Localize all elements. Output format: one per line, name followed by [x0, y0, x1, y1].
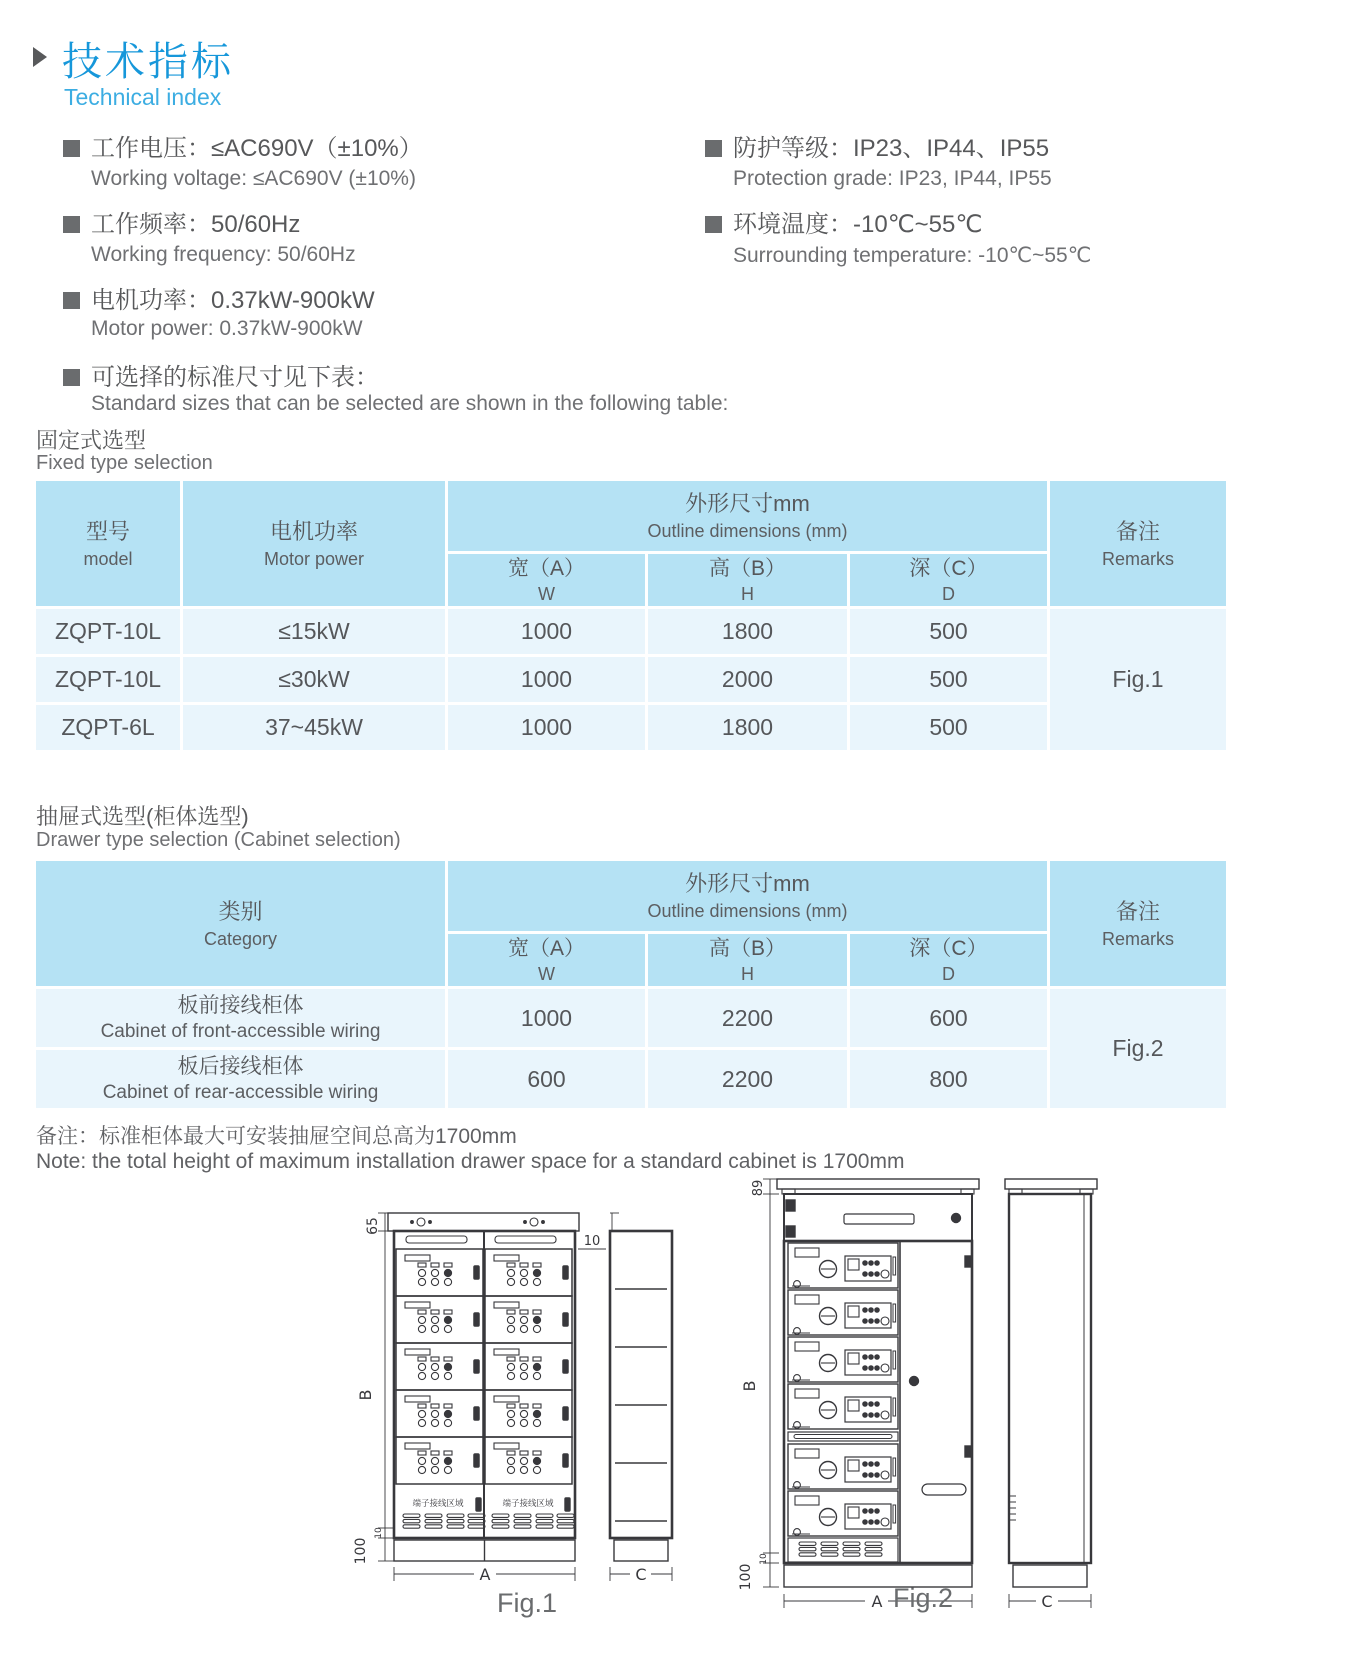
col-header-width	[448, 934, 645, 986]
dim-65: 65	[365, 1217, 381, 1235]
header-text-en: H	[741, 583, 754, 604]
cell-model: ZQPT-10L	[36, 657, 180, 702]
spec-text: 环境温度：-10℃~55℃	[733, 211, 983, 238]
col-header-depth	[850, 554, 1047, 606]
header-text-cn: 型号	[85, 518, 130, 544]
spec-text: 电机功率：0.37kW-900kW	[91, 287, 375, 314]
dim-89: 89	[751, 1179, 766, 1197]
spec-table-intro-en: Standard sizes that can be selected are shown in the following table:	[91, 392, 729, 415]
col-header-height	[648, 934, 847, 986]
cell-height: 2000	[648, 657, 847, 702]
bullet-square-icon	[63, 369, 80, 386]
header-text-cn: 宽（A）	[507, 556, 585, 580]
fig1-front-view	[378, 1213, 606, 1581]
dim-10-bottom: 10	[759, 1553, 769, 1565]
fig1-dimension-labels	[353, 1217, 647, 1584]
drawer-type-table	[33, 858, 1229, 1111]
cell-depth: 500	[850, 657, 1047, 702]
cell-width: 600	[448, 1050, 645, 1108]
section-arrow-icon	[33, 47, 47, 67]
table-row	[36, 657, 1226, 702]
table-row	[36, 1050, 1226, 1108]
header-text-en: Outline dimensions (mm)	[647, 901, 848, 922]
spec-motor-power-en: Motor power: 0.37kW-900kW	[91, 317, 363, 340]
bullet-square-icon	[705, 216, 722, 233]
bullet-square-icon	[63, 292, 80, 309]
fixed-section-title-en: Fixed type selection	[36, 452, 213, 474]
fig2-front-view	[763, 1179, 979, 1608]
bullet-square-icon	[63, 140, 80, 157]
spec-text: 工作频率：50/60Hz	[91, 211, 301, 238]
fig1-side-view	[610, 1213, 672, 1581]
page-title: 技术指标	[62, 40, 234, 84]
footnote-cn: 备注：标准柜体最大可安装抽屉空间总高为1700mm	[36, 1125, 517, 1148]
fig1-drawing	[348, 1183, 700, 1595]
cell-height: 2200	[648, 989, 847, 1047]
header-text-cn: 类别	[218, 898, 263, 924]
table-row	[36, 609, 1226, 654]
spec-ambient-temperature-en: Surrounding temperature: -10℃~55℃	[733, 244, 1092, 267]
header-text-cn: 备注	[1115, 518, 1160, 544]
header-text-cn: 高（B）	[708, 936, 786, 960]
col-header-category	[36, 861, 445, 986]
col-header-motor-power	[183, 481, 445, 606]
table-row	[36, 989, 1226, 1047]
cell-depth: 500	[850, 609, 1047, 654]
cell-remarks: Fig.2	[1050, 989, 1226, 1108]
col-header-outline-dimensions	[448, 481, 1047, 551]
spec-table-intro-cn	[63, 357, 379, 392]
spec-protection-grade-cn	[705, 128, 1049, 163]
col-header-outline-dimensions	[448, 861, 1047, 931]
header-text-cn: 深（C）	[909, 936, 988, 960]
header-text-cn: 宽（A）	[507, 936, 585, 960]
header-text-cn: 高（B）	[708, 556, 786, 580]
header-text-en: Remarks	[1101, 928, 1174, 949]
spec-working-frequency-en: Working frequency: 50/60Hz	[91, 243, 356, 266]
cell-category	[36, 989, 445, 1047]
col-header-remarks	[1050, 861, 1226, 986]
fig2-drawing	[722, 1146, 1114, 1621]
cell-width: 1000	[448, 609, 645, 654]
header-text-cn: 电机功率	[269, 518, 358, 544]
header-text-en: Outline dimensions (mm)	[647, 521, 848, 542]
drawer-section-title-en: Drawer type selection (Cabinet selection)	[36, 829, 401, 851]
dim-10-top: 10	[583, 1234, 601, 1249]
header-text-en: H	[741, 963, 754, 984]
cell-power: ≤15kW	[183, 609, 445, 654]
header-text-cn: 备注	[1115, 898, 1160, 924]
cell-model: ZQPT-10L	[36, 609, 180, 654]
col-header-height	[648, 554, 847, 606]
col-header-depth	[850, 934, 1047, 986]
dim-A: A	[871, 1592, 883, 1611]
header-text-en: model	[83, 548, 133, 569]
fig2-side-view	[1005, 1179, 1097, 1608]
dim-10-bottom: 10	[374, 1527, 384, 1539]
spec-text: 防护等级：IP23、IP44、IP55	[733, 135, 1050, 162]
drawer-section-title-cn: 抽屉式选型(柜体选型)	[36, 804, 249, 829]
cell-width: 1000	[448, 705, 645, 750]
category-text-cn: 板后接线柜体	[177, 1055, 304, 1079]
header-text-en: W	[538, 963, 555, 984]
spec-working-voltage-en: Working voltage: ≤AC690V (±10%)	[91, 167, 416, 190]
cell-width: 1000	[448, 657, 645, 702]
cell-depth: 800	[850, 1050, 1047, 1108]
cell-category	[36, 1050, 445, 1108]
cell-height: 1800	[648, 609, 847, 654]
footnote-en: Note: the total height of maximum installation drawer space for a standard cabinet is 1700mm	[36, 1150, 905, 1173]
spec-working-voltage-cn	[63, 128, 423, 163]
header-text-en: Remarks	[1101, 548, 1174, 569]
spec-working-frequency-cn	[63, 204, 300, 239]
table-row	[36, 705, 1226, 750]
header-text-en: W	[538, 583, 555, 604]
dim-C: C	[1041, 1592, 1053, 1611]
header-text-en: Category	[203, 928, 278, 949]
cell-width: 1000	[448, 989, 645, 1047]
spec-motor-power-cn	[63, 280, 375, 315]
cell-height: 2200	[648, 1050, 847, 1108]
category-text-cn: 板前接线柜体	[177, 994, 304, 1018]
dim-100: 100	[738, 1563, 754, 1591]
cell-remarks: Fig.1	[1050, 609, 1226, 750]
col-header-model	[36, 481, 180, 606]
cell-depth: 500	[850, 705, 1047, 750]
col-header-width	[448, 554, 645, 606]
header-text-en: D	[942, 963, 955, 984]
dim-C: C	[635, 1565, 647, 1584]
header-text-cn: 外形尺寸mm	[685, 871, 810, 897]
cell-height: 1800	[648, 705, 847, 750]
category-text-en: Cabinet of rear-accessible wiring	[102, 1081, 379, 1103]
bullet-square-icon	[63, 216, 80, 233]
terminal-area-label: 端子接线区域	[412, 1499, 464, 1509]
header-text-en: D	[942, 583, 955, 604]
spec-text: 工作电压：≤AC690V（±10%）	[91, 135, 423, 162]
cell-model: ZQPT-6L	[36, 705, 180, 750]
dim-A: A	[479, 1565, 491, 1584]
category-text-en: Cabinet of front-accessible wiring	[100, 1020, 381, 1042]
spec-ambient-temperature-cn	[705, 204, 982, 239]
header-text-cn: 深（C）	[909, 556, 988, 580]
header-text-cn: 外形尺寸mm	[685, 491, 810, 517]
spec-text: 可选择的标准尺寸见下表：	[91, 364, 379, 391]
cell-power: ≤30kW	[183, 657, 445, 702]
dim-B: B	[356, 1389, 375, 1401]
spec-protection-grade-en: Protection grade: IP23, IP44, IP55	[733, 167, 1052, 190]
cell-depth: 600	[850, 989, 1047, 1047]
fig1-caption: Fig.1	[497, 1588, 558, 1618]
bullet-square-icon	[705, 140, 722, 157]
terminal-area-label: 端子接线区域	[502, 1499, 554, 1509]
fixed-section-title-cn: 固定式选型	[36, 428, 147, 453]
fig2-caption: Fig.2	[893, 1583, 954, 1613]
page-subtitle: Technical index	[64, 84, 222, 110]
col-header-remarks	[1050, 481, 1226, 606]
dim-B: B	[740, 1380, 759, 1392]
dim-100: 100	[353, 1537, 369, 1565]
fixed-type-table	[33, 478, 1229, 753]
header-text-en: Motor power	[263, 548, 365, 569]
cell-power: 37~45kW	[183, 705, 445, 750]
